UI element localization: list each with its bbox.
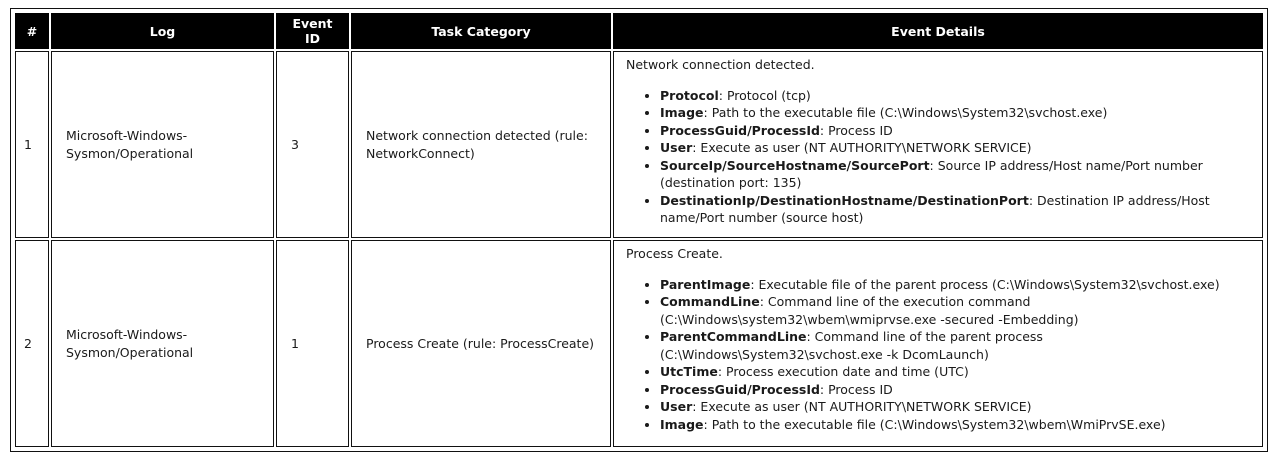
- row-log: Microsoft-Windows-Sysmon/Operational: [51, 51, 274, 238]
- details-intro: Process Create.: [626, 246, 723, 261]
- list-item: [660, 398, 1252, 416]
- list-item: [660, 416, 1252, 434]
- row-log: Microsoft-Windows-Sysmon/Operational: [51, 240, 274, 447]
- detail-value: : Source IP address/Host name/Port number (destination port: 135): [660, 157, 1203, 190]
- row-num: 1: [15, 51, 49, 238]
- detail-key: CommandLine: [660, 294, 760, 309]
- list-item: [660, 122, 1252, 140]
- table-row: [15, 240, 1263, 447]
- detail-value: : Process ID: [819, 381, 893, 397]
- header-log: Log: [51, 13, 274, 49]
- list-item: [660, 104, 1252, 122]
- detail-key: ParentCommandLine: [660, 329, 807, 344]
- row-task-category: Process Create (rule: ProcessCreate): [351, 240, 611, 447]
- header-task-category: Task Category: [351, 13, 611, 49]
- row-event-id: 3: [276, 51, 349, 238]
- list-item: [660, 293, 1252, 328]
- detail-key: Protocol: [660, 87, 719, 103]
- detail-value: : Process execution date and time (UTC): [717, 364, 969, 379]
- detail-value: : Command line of the execution command (C:\Windows\system32\wbem\wmiprvse.exe -secured -Embedding): [660, 294, 1079, 327]
- event-table-container: [10, 8, 1268, 452]
- details-intro: Network connection detected.: [626, 57, 815, 72]
- detail-key: User: [660, 140, 693, 155]
- table-row: [15, 51, 1263, 238]
- header-num: #: [15, 13, 49, 49]
- detail-value: : Execute as user (NT AUTHORITY\NETWORK SERVICE): [692, 140, 1032, 155]
- detail-key: Image: [660, 105, 704, 120]
- detail-value: : Destination IP address/Host name/Port number (source host): [660, 192, 1210, 225]
- detail-value: : Protocol (tcp): [718, 87, 811, 103]
- list-item: [660, 192, 1252, 227]
- detail-key: ProcessGuid/ProcessId: [660, 381, 820, 397]
- row-event-details: [613, 51, 1263, 238]
- detail-value: : Command line of the parent process (C:\Windows\System32\svchost.exe -k DcomLaunch): [660, 329, 1043, 362]
- header-row: [15, 13, 1263, 49]
- details-list: [626, 276, 1252, 434]
- detail-key: Image: [660, 416, 704, 432]
- header-event-details: Event Details: [613, 13, 1263, 49]
- detail-value: : Path to the executable file (C:\Windows\System32\svchost.exe): [703, 105, 1108, 120]
- detail-key: User: [660, 399, 693, 414]
- row-event-details: [613, 240, 1263, 447]
- detail-key: ProcessGuid/ProcessId: [660, 122, 820, 138]
- detail-key: UtcTime: [660, 364, 718, 379]
- detail-value: : Path to the executable file (C:\Windows\System32\wbem\WmiPrvSE.exe): [703, 416, 1166, 432]
- detail-value: : Execute as user (NT AUTHORITY\NETWORK SERVICE): [692, 399, 1032, 414]
- row-num: 2: [15, 240, 49, 447]
- list-item: [660, 381, 1252, 399]
- header-event-id: Event ID: [276, 13, 349, 49]
- detail-value: : Executable file of the parent process (C:\Windows\System32\svchost.exe): [750, 276, 1220, 292]
- row-task-category: Network connection detected (rule: NetworkConnect): [351, 51, 611, 238]
- list-item: [660, 363, 1252, 381]
- list-item: [660, 87, 1252, 105]
- detail-key: DestinationIp/DestinationHostname/DestinationPort: [660, 192, 1029, 208]
- list-item: [660, 328, 1252, 363]
- list-item: [660, 157, 1252, 192]
- details-list: [626, 87, 1252, 227]
- detail-key: SourceIp/SourceHostname/SourcePort: [660, 157, 930, 173]
- detail-key: ParentImage: [660, 276, 751, 292]
- row-event-id: 1: [276, 240, 349, 447]
- detail-value: : Process ID: [819, 122, 893, 138]
- list-item: [660, 139, 1252, 157]
- list-item: [660, 276, 1252, 294]
- event-table: [13, 11, 1265, 449]
